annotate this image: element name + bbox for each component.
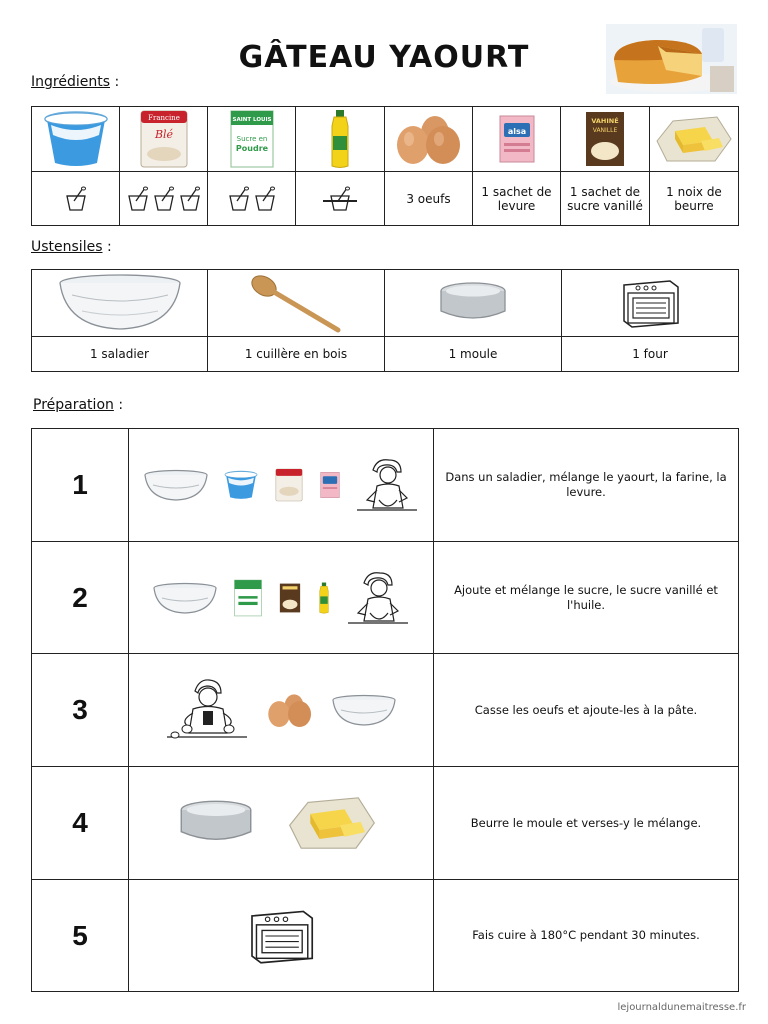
step-row [32,429,739,542]
ingredient-yeast-cell [473,107,561,172]
utensil-spoon-cell [208,270,385,337]
yogurt-pot-half-icon [296,186,384,212]
ingredient-butter-cell [650,107,739,172]
ingredient-yogurt-amount [32,172,120,226]
preparation-table [31,428,739,992]
yeast-sachet-icon [473,113,560,165]
utensils-heading-text: Ustensiles [31,239,103,255]
step-text: Casse les oeufs et ajoute-les à la pâte. [434,654,739,767]
oven-icon [562,277,738,329]
yogurt-pot-2-icon [208,186,295,212]
step-number: 4 [32,767,129,880]
vanilla-brand-text: VAHINÉ [591,117,619,125]
utensil-oven-cell [562,270,739,337]
eggs-icon [385,111,472,167]
step-number: 5 [32,880,129,992]
utensil-bowl-cell [32,270,208,337]
ingredient-yogurt-cell [32,107,120,172]
step-illustrations [129,429,434,542]
cake-photo [606,24,737,94]
ingredient-vanilla-cell [561,107,650,172]
step-row [32,767,739,880]
wooden-spoon-icon [208,272,384,334]
step-illustrations [129,542,434,654]
butter-icon [280,791,384,855]
utensil-mold-label: 1 moule [385,337,562,372]
step-text: Ajoute et mélange le sucre, le sucre vanillé et l'huile. [434,542,739,654]
utensil-oven-label: 1 four [562,337,739,372]
preparation-heading-text: Préparation [33,397,114,413]
ingredients-table [31,106,739,226]
utensil-bowl-label: 1 saladier [32,337,208,372]
ingredient-eggs-amount: 3 oeufs [385,172,473,226]
flour-bag-icon [120,108,207,170]
vanilla-name-text: VANILLE [592,127,618,134]
ingredient-sugar-amount [208,172,296,226]
sugar-brand-text: SAINT LOUIS [232,117,271,123]
sugar-name-1-text: Sucre en [236,135,267,143]
ingredient-yeast-amount: 1 sachet de levure [473,172,561,226]
salad-bowl-icon [152,582,218,614]
preparation-heading-colon: : [113,397,124,413]
oven-icon [245,907,317,965]
ingredients-amount-row [32,172,739,226]
butter-icon [650,111,738,167]
step-number: 2 [32,542,129,654]
utensils-table [31,269,739,372]
utensils-heading [31,239,112,255]
yogurt-pot-icon [32,109,119,169]
cake-mold-icon [178,799,254,847]
yeast-brand-text: alsa [507,127,526,136]
salad-bowl-icon [331,694,397,726]
utensils-label-row [32,337,739,372]
ingredients-image-row [32,107,739,172]
yogurt-pot-1-icon [32,186,119,212]
ingredient-butter-amount: 1 noix de beurre [650,172,739,226]
ingredient-flour-cell [120,107,208,172]
flour-bag-icon [273,465,305,505]
credit-footer: lejournaldunemaitresse.fr [617,1002,746,1013]
child-whisking-icon [346,569,410,627]
ingredient-vanilla-amount: 1 sachet de sucre vanillé [561,172,650,226]
step-text: Beurre le moule et verses-y le mélange. [434,767,739,880]
oil-bottle-icon [316,579,332,617]
vanilla-sugar-sachet-icon [278,582,302,614]
step-illustrations [129,654,434,767]
utensils-heading-colon: : [102,239,112,255]
utensil-mold-cell [385,270,562,337]
step-text: Fais cuire à 180°C pendant 30 minutes. [434,880,739,992]
eggs-icon [263,691,317,729]
ingredient-flour-amount [120,172,208,226]
step-illustrations [129,880,434,992]
salad-bowl-icon [143,469,209,501]
step-row [32,880,739,992]
ingredients-heading [31,74,119,90]
step-row [32,542,739,654]
yeast-sachet-icon [319,470,341,500]
sugar-name-2-text: Poudre [235,144,268,153]
oil-bottle-icon [296,108,384,170]
ingredients-heading-text: Ingrédients [31,74,110,90]
ingredient-oil-cell [296,107,385,172]
yogurt-pot-icon [223,468,259,502]
ingredient-sugar-cell [208,107,296,172]
step-text: Dans un saladier, mélange le yaourt, la farine, la levure. [434,429,739,542]
sugar-box-icon [208,108,295,170]
step-illustrations [129,767,434,880]
vanilla-sugar-sachet-icon [561,109,649,169]
sugar-box-icon [232,576,264,620]
ingredient-oil-amount [296,172,385,226]
step-number: 3 [32,654,129,767]
cake-mold-icon [385,281,561,325]
ingredient-eggs-cell [385,107,473,172]
flour-brand-text: Francine [147,114,180,122]
ingredients-heading-colon: : [110,74,120,90]
yogurt-pot-3-icon [120,186,207,212]
page-title: GÂTEAU YAOURT [238,40,530,75]
utensil-spoon-label: 1 cuillère en bois [208,337,385,372]
child-cracking-eggs-icon [165,677,249,743]
preparation-heading [33,397,123,413]
flour-name-text: Blé [154,128,173,141]
step-row [32,654,739,767]
step-number: 1 [32,429,129,542]
salad-bowl-icon [32,273,207,333]
utensils-image-row [32,270,739,337]
child-whisking-icon [355,456,419,514]
